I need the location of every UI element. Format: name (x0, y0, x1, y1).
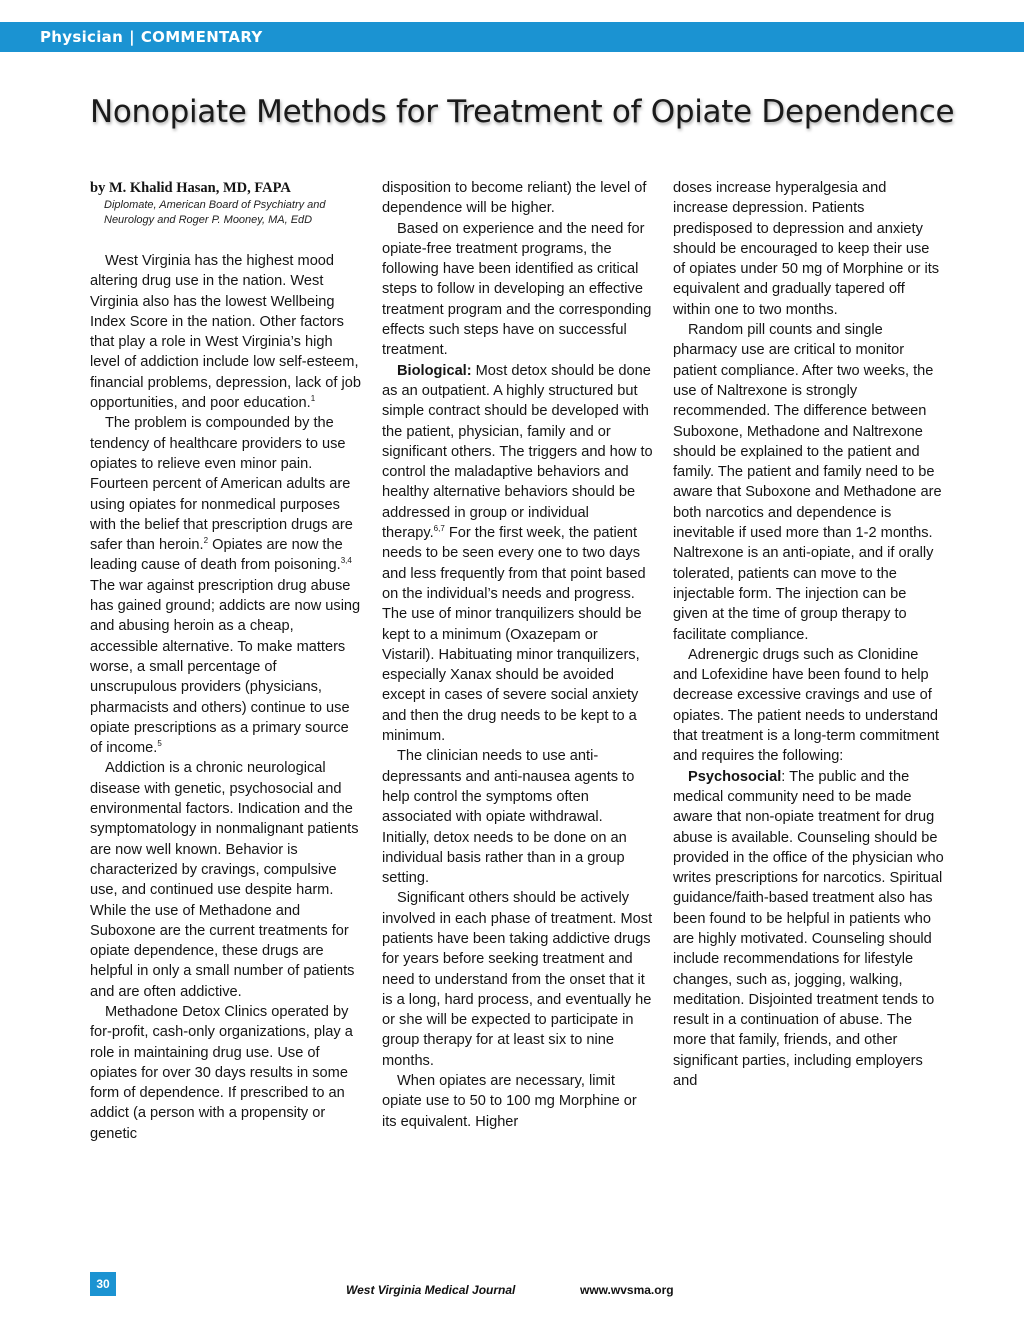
paragraph: Significant others should be actively involved in each phase of treatment. Most patients have been taking addictive drugs for years before seeking treatment and need to understand from the onset that it is a long, hard process, and eventually he or she will be expected to participate in group therapy for at least six to nine months. (382, 890, 653, 1069)
article-title: Nonopiate Methods for Treatment of Opiate Dependence (90, 94, 955, 130)
author-byline: by M. Khalid Hasan, MD, FAPA (90, 180, 291, 196)
paragraph: Adrenergic drugs such as Clonidine and Lofexidine have been found to help decrease excessive cravings and use of opiates. The patient needs to understand that treatment is a long-term commitment and requires the following: (673, 646, 940, 765)
citation: 1 (310, 394, 316, 404)
paragraph: Biological: Most detox should be done as an outpatient. A highly structured but simple contract should be developed with the patient, physician, family and or significant others. The triggers and how to control the maladaptive behaviors and healthy alternative behaviors should be addressed in group or individual therapy.$^{6,7}$ For the first week, the patient needs to be seen every one to two days and less frequently from that point based on the individual’s needs and progress. The use of minor tranquilizers should be kept to a minimum (Oxazepam or Vistaril). Habituating minor tranquilizers, especially Xanax should be avoided except in cases of severe social anxiety and then the drug needs to be kept to a minimum. (382, 362, 653, 745)
citation: 5 (157, 739, 162, 749)
paragraph: Based on experience and the need for opiate-free treatment programs, the following have been identified as critical steps to follow in developing an effective treatment program and the corresponding effects such steps have on successful treatment. (382, 220, 652, 359)
paragraph-continued: doses increase hyperalgesia and increase depression. Patients predisposed to depression and anxiety should be encouraged to keep their use of opiates under 50 mg of Morphine or its equivalent and gradually tapered off within one to two months. (673, 180, 940, 318)
byline-block (90, 178, 362, 228)
journal-name: West Virginia Medical Journal (346, 1283, 516, 1297)
paragraph: Random pill counts and single pharmacy use are critical to monitor patient compliance. After two weeks, the use of Naltrexone is strongly recommended. The difference between Suboxone, Methadone and Naltrexone should be explained to the patient and family. The patient and family need to be aware that Suboxone and Methadone are both narcotics and dependence is inevitable if used more than 1-2 months. Naltrexone is an anti-opiate, and if orally tolerated, patients can move to the injectable form. The injection can be given at the time of group therapy to facilitate compliance. (673, 322, 942, 643)
paragraph: West Virginia has the highest mood altering drug use in the nation. West Virginia also has the lowest Wellbeing Index Score in the nation. Other factors that play a role in West Virginia’s high level of addiction include low self-esteem, financial problems, depression, lack of job opportunities, and poor education.$^1$ (90, 253, 361, 412)
column-3 (673, 178, 945, 1091)
paragraph: Methadone Detox Clinics operated by for-profit, cash-only organizations, play a role in maintaining drug use. Use of opiates for over 30 days results in some form of dependence. If prescribed to an addict (a person with a propensity or genetic (90, 1003, 353, 1142)
paragraph-continued: disposition to become reliant) the level of dependence will be higher. (382, 180, 647, 217)
page-number-badge: 30 (90, 1272, 116, 1296)
category-label: COMMENTARY (140, 28, 263, 46)
paragraph: When opiates are necessary, limit opiate use to 50 to 100 mg Morphine or its equivalent. Higher (382, 1073, 637, 1130)
paragraph: The problem is compounded by the tendency of healthcare providers to use opiates to relieve even minor pain. Fourteen percent of American adults are using opiates for nonmedical purposes with the belief that prescription drugs are safer than heroin.$^2$ Opiates are now the leading cause of death from poisoning.$^{3,4}$ The war against prescription drug abuse has gained ground; addicts are now using and abusing heroin as a cheap, accessible alternative. To make matters worse, a small percentage of unscrupulous providers (physicians, pharmacists and others) continue to use opiate prescriptions as a primary source of income.$^5$ (90, 415, 361, 757)
citation: 6,7 (433, 524, 445, 534)
citation: 2 (203, 536, 209, 546)
paragraph: The clinician needs to use anti-depressants and anti-nausea agents to help control the symptoms often associated with opiate withdrawal. Initially, detox needs to be done on an individual basis rather than in a group setting. (382, 748, 635, 887)
author-affiliation: Diplomate, American Board of Psychiatry and Neurology and Roger P. Mooney, MA, EdD (104, 199, 326, 226)
run-in-heading-biological: Biological: (397, 362, 472, 379)
run-in-heading-psychosocial: Psychosocial (688, 768, 782, 785)
column-2 (382, 178, 654, 1132)
paragraph: Psychosocial: The public and the medical community need to be made aware that non-opiate treatment for drug abuse is available. Counseling should be provided in the office of the physician who writes prescriptions for narcotics. Spiritual guidance/faith-based treatment also has been found to be helpful in patients who are highly motivated. Counseling should include recommendations for lifestyle changes, such as, jogging, walking, meditation. Disjointed treatment tends to result in a continuation of abuse. The more that family, friends, and other significant parties, including employers and (673, 768, 944, 1090)
journal-website: www.wvsma.org (580, 1283, 674, 1297)
citation: 3,4 (340, 556, 352, 566)
section-header-bar (0, 22, 1024, 52)
paragraph: Addiction is a chronic neurological disease with genetic, psychosocial and environmental factors. Indication and the symptomatology in nonmalignant patients are now well known. Behavior is characterized by cravings, compulsive use, and continued use despite harm. While the use of Methadone and Suboxone are the current treatments for opiate dependence, these drugs are helpful in only a small number of patients and are often addictive. (90, 760, 359, 1000)
column-1 (90, 178, 362, 1144)
section-label: Physician (40, 28, 124, 46)
header-separator: | (129, 28, 135, 46)
